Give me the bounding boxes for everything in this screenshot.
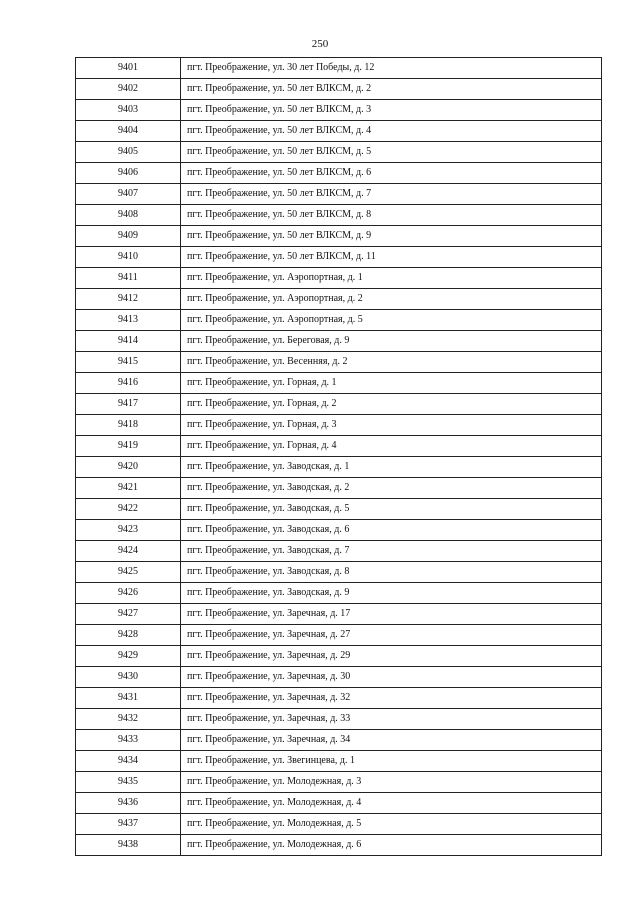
- row-number-cell: 9438: [76, 835, 181, 856]
- address-cell: пгт. Преображение, ул. 50 лет ВЛКСМ, д. 9: [181, 226, 602, 247]
- row-number-cell: 9425: [76, 562, 181, 583]
- row-number-cell: 9407: [76, 184, 181, 205]
- address-cell: пгт. Преображение, ул. Горная, д. 4: [181, 436, 602, 457]
- address-cell: пгт. Преображение, ул. Заречная, д. 33: [181, 709, 602, 730]
- table-row: [76, 184, 602, 205]
- table-row: [76, 352, 602, 373]
- table-row: [76, 793, 602, 814]
- row-number-cell: 9403: [76, 100, 181, 121]
- row-number-cell: 9424: [76, 541, 181, 562]
- table-row: [76, 478, 602, 499]
- row-number-cell: 9416: [76, 373, 181, 394]
- row-number-cell: 9414: [76, 331, 181, 352]
- address-cell: пгт. Преображение, ул. Звегинцева, д. 1: [181, 751, 602, 772]
- address-cell: пгт. Преображение, ул. Аэропортная, д. 5: [181, 310, 602, 331]
- row-number-cell: 9408: [76, 205, 181, 226]
- address-cell: пгт. Преображение, ул. 50 лет ВЛКСМ, д. 7: [181, 184, 602, 205]
- address-cell: пгт. Преображение, ул. Заречная, д. 27: [181, 625, 602, 646]
- table-row: [76, 709, 602, 730]
- address-cell: пгт. Преображение, ул. Горная, д. 1: [181, 373, 602, 394]
- address-cell: пгт. Преображение, ул. Заречная, д. 29: [181, 646, 602, 667]
- table-row: [76, 604, 602, 625]
- row-number-cell: 9428: [76, 625, 181, 646]
- address-cell: пгт. Преображение, ул. Заводская, д. 6: [181, 520, 602, 541]
- address-cell: пгт. Преображение, ул. Заречная, д. 34: [181, 730, 602, 751]
- table-row: [76, 646, 602, 667]
- row-number-cell: 9435: [76, 772, 181, 793]
- row-number-cell: 9422: [76, 499, 181, 520]
- row-number-cell: 9405: [76, 142, 181, 163]
- row-number-cell: 9423: [76, 520, 181, 541]
- row-number-cell: 9415: [76, 352, 181, 373]
- row-number-cell: 9406: [76, 163, 181, 184]
- address-cell: пгт. Преображение, ул. Молодежная, д. 6: [181, 835, 602, 856]
- address-cell: пгт. Преображение, ул. Заводская, д. 2: [181, 478, 602, 499]
- row-number-cell: 9417: [76, 394, 181, 415]
- address-cell: пгт. Преображение, ул. 50 лет ВЛКСМ, д. 3: [181, 100, 602, 121]
- row-number-cell: 9426: [76, 583, 181, 604]
- row-number-cell: 9410: [76, 247, 181, 268]
- address-cell: пгт. Преображение, ул. Аэропортная, д. 1: [181, 268, 602, 289]
- address-cell: пгт. Преображение, ул. 50 лет ВЛКСМ, д. 4: [181, 121, 602, 142]
- table-row: [76, 58, 602, 79]
- row-number-cell: 9434: [76, 751, 181, 772]
- table-row: [76, 163, 602, 184]
- table-row: [76, 226, 602, 247]
- address-cell: пгт. Преображение, ул. 50 лет ВЛКСМ, д. 6: [181, 163, 602, 184]
- row-number-cell: 9404: [76, 121, 181, 142]
- address-cell: пгт. Преображение, ул. Заводская, д. 9: [181, 583, 602, 604]
- row-number-cell: 9412: [76, 289, 181, 310]
- table-row: [76, 310, 602, 331]
- row-number-cell: 9427: [76, 604, 181, 625]
- address-cell: пгт. Преображение, ул. Весенняя, д. 2: [181, 352, 602, 373]
- row-number-cell: 9436: [76, 793, 181, 814]
- table-row: [76, 688, 602, 709]
- table-row: [76, 394, 602, 415]
- table-row: [76, 541, 602, 562]
- address-cell: пгт. Преображение, ул. Заводская, д. 5: [181, 499, 602, 520]
- table-row: [76, 772, 602, 793]
- address-cell: пгт. Преображение, ул. Горная, д. 2: [181, 394, 602, 415]
- table-row: [76, 415, 602, 436]
- table-row: [76, 667, 602, 688]
- row-number-cell: 9401: [76, 58, 181, 79]
- row-number-cell: 9429: [76, 646, 181, 667]
- table-row: [76, 457, 602, 478]
- address-table: [75, 57, 602, 856]
- row-number-cell: 9413: [76, 310, 181, 331]
- address-cell: пгт. Преображение, ул. Заречная, д. 30: [181, 667, 602, 688]
- table-row: [76, 205, 602, 226]
- address-cell: пгт. Преображение, ул. Заречная, д. 32: [181, 688, 602, 709]
- row-number-cell: 9418: [76, 415, 181, 436]
- table-row: [76, 583, 602, 604]
- address-cell: пгт. Преображение, ул. Береговая, д. 9: [181, 331, 602, 352]
- table-row: [76, 562, 602, 583]
- table-row: [76, 142, 602, 163]
- address-cell: пгт. Преображение, ул. Аэропортная, д. 2: [181, 289, 602, 310]
- address-cell: пгт. Преображение, ул. 30 лет Победы, д. 12: [181, 58, 602, 79]
- table-row: [76, 520, 602, 541]
- address-cell: пгт. Преображение, ул. Молодежная, д. 4: [181, 793, 602, 814]
- address-cell: пгт. Преображение, ул. Молодежная, д. 3: [181, 772, 602, 793]
- table-row: [76, 730, 602, 751]
- table-row: [76, 625, 602, 646]
- table-row: [76, 289, 602, 310]
- table-row: [76, 751, 602, 772]
- row-number-cell: 9420: [76, 457, 181, 478]
- address-cell: пгт. Преображение, ул. Заречная, д. 17: [181, 604, 602, 625]
- address-cell: пгт. Преображение, ул. Заводская, д. 1: [181, 457, 602, 478]
- address-cell: пгт. Преображение, ул. Горная, д. 3: [181, 415, 602, 436]
- row-number-cell: 9419: [76, 436, 181, 457]
- table-row: [76, 436, 602, 457]
- table-row: [76, 499, 602, 520]
- row-number-cell: 9421: [76, 478, 181, 499]
- row-number-cell: 9409: [76, 226, 181, 247]
- address-cell: пгт. Преображение, ул. Заводская, д. 8: [181, 562, 602, 583]
- table-row: [76, 373, 602, 394]
- address-cell: пгт. Преображение, ул. Заводская, д. 7: [181, 541, 602, 562]
- table-row: [76, 100, 602, 121]
- table-row: [76, 814, 602, 835]
- address-cell: пгт. Преображение, ул. 50 лет ВЛКСМ, д. 8: [181, 205, 602, 226]
- address-cell: пгт. Преображение, ул. 50 лет ВЛКСМ, д. 5: [181, 142, 602, 163]
- row-number-cell: 9430: [76, 667, 181, 688]
- page-number: 250: [311, 38, 329, 50]
- table-row: [76, 268, 602, 289]
- row-number-cell: 9411: [76, 268, 181, 289]
- row-number-cell: 9433: [76, 730, 181, 751]
- table-row: [76, 835, 602, 856]
- address-cell: пгт. Преображение, ул. Молодежная, д. 5: [181, 814, 602, 835]
- row-number-cell: 9432: [76, 709, 181, 730]
- address-cell: пгт. Преображение, ул. 50 лет ВЛКСМ, д. 2: [181, 79, 602, 100]
- table-row: [76, 79, 602, 100]
- address-cell: пгт. Преображение, ул. 50 лет ВЛКСМ, д. 11: [181, 247, 602, 268]
- table-row: [76, 247, 602, 268]
- table-row: [76, 331, 602, 352]
- row-number-cell: 9437: [76, 814, 181, 835]
- row-number-cell: 9402: [76, 79, 181, 100]
- table-row: [76, 121, 602, 142]
- row-number-cell: 9431: [76, 688, 181, 709]
- address-table-body: [76, 58, 602, 856]
